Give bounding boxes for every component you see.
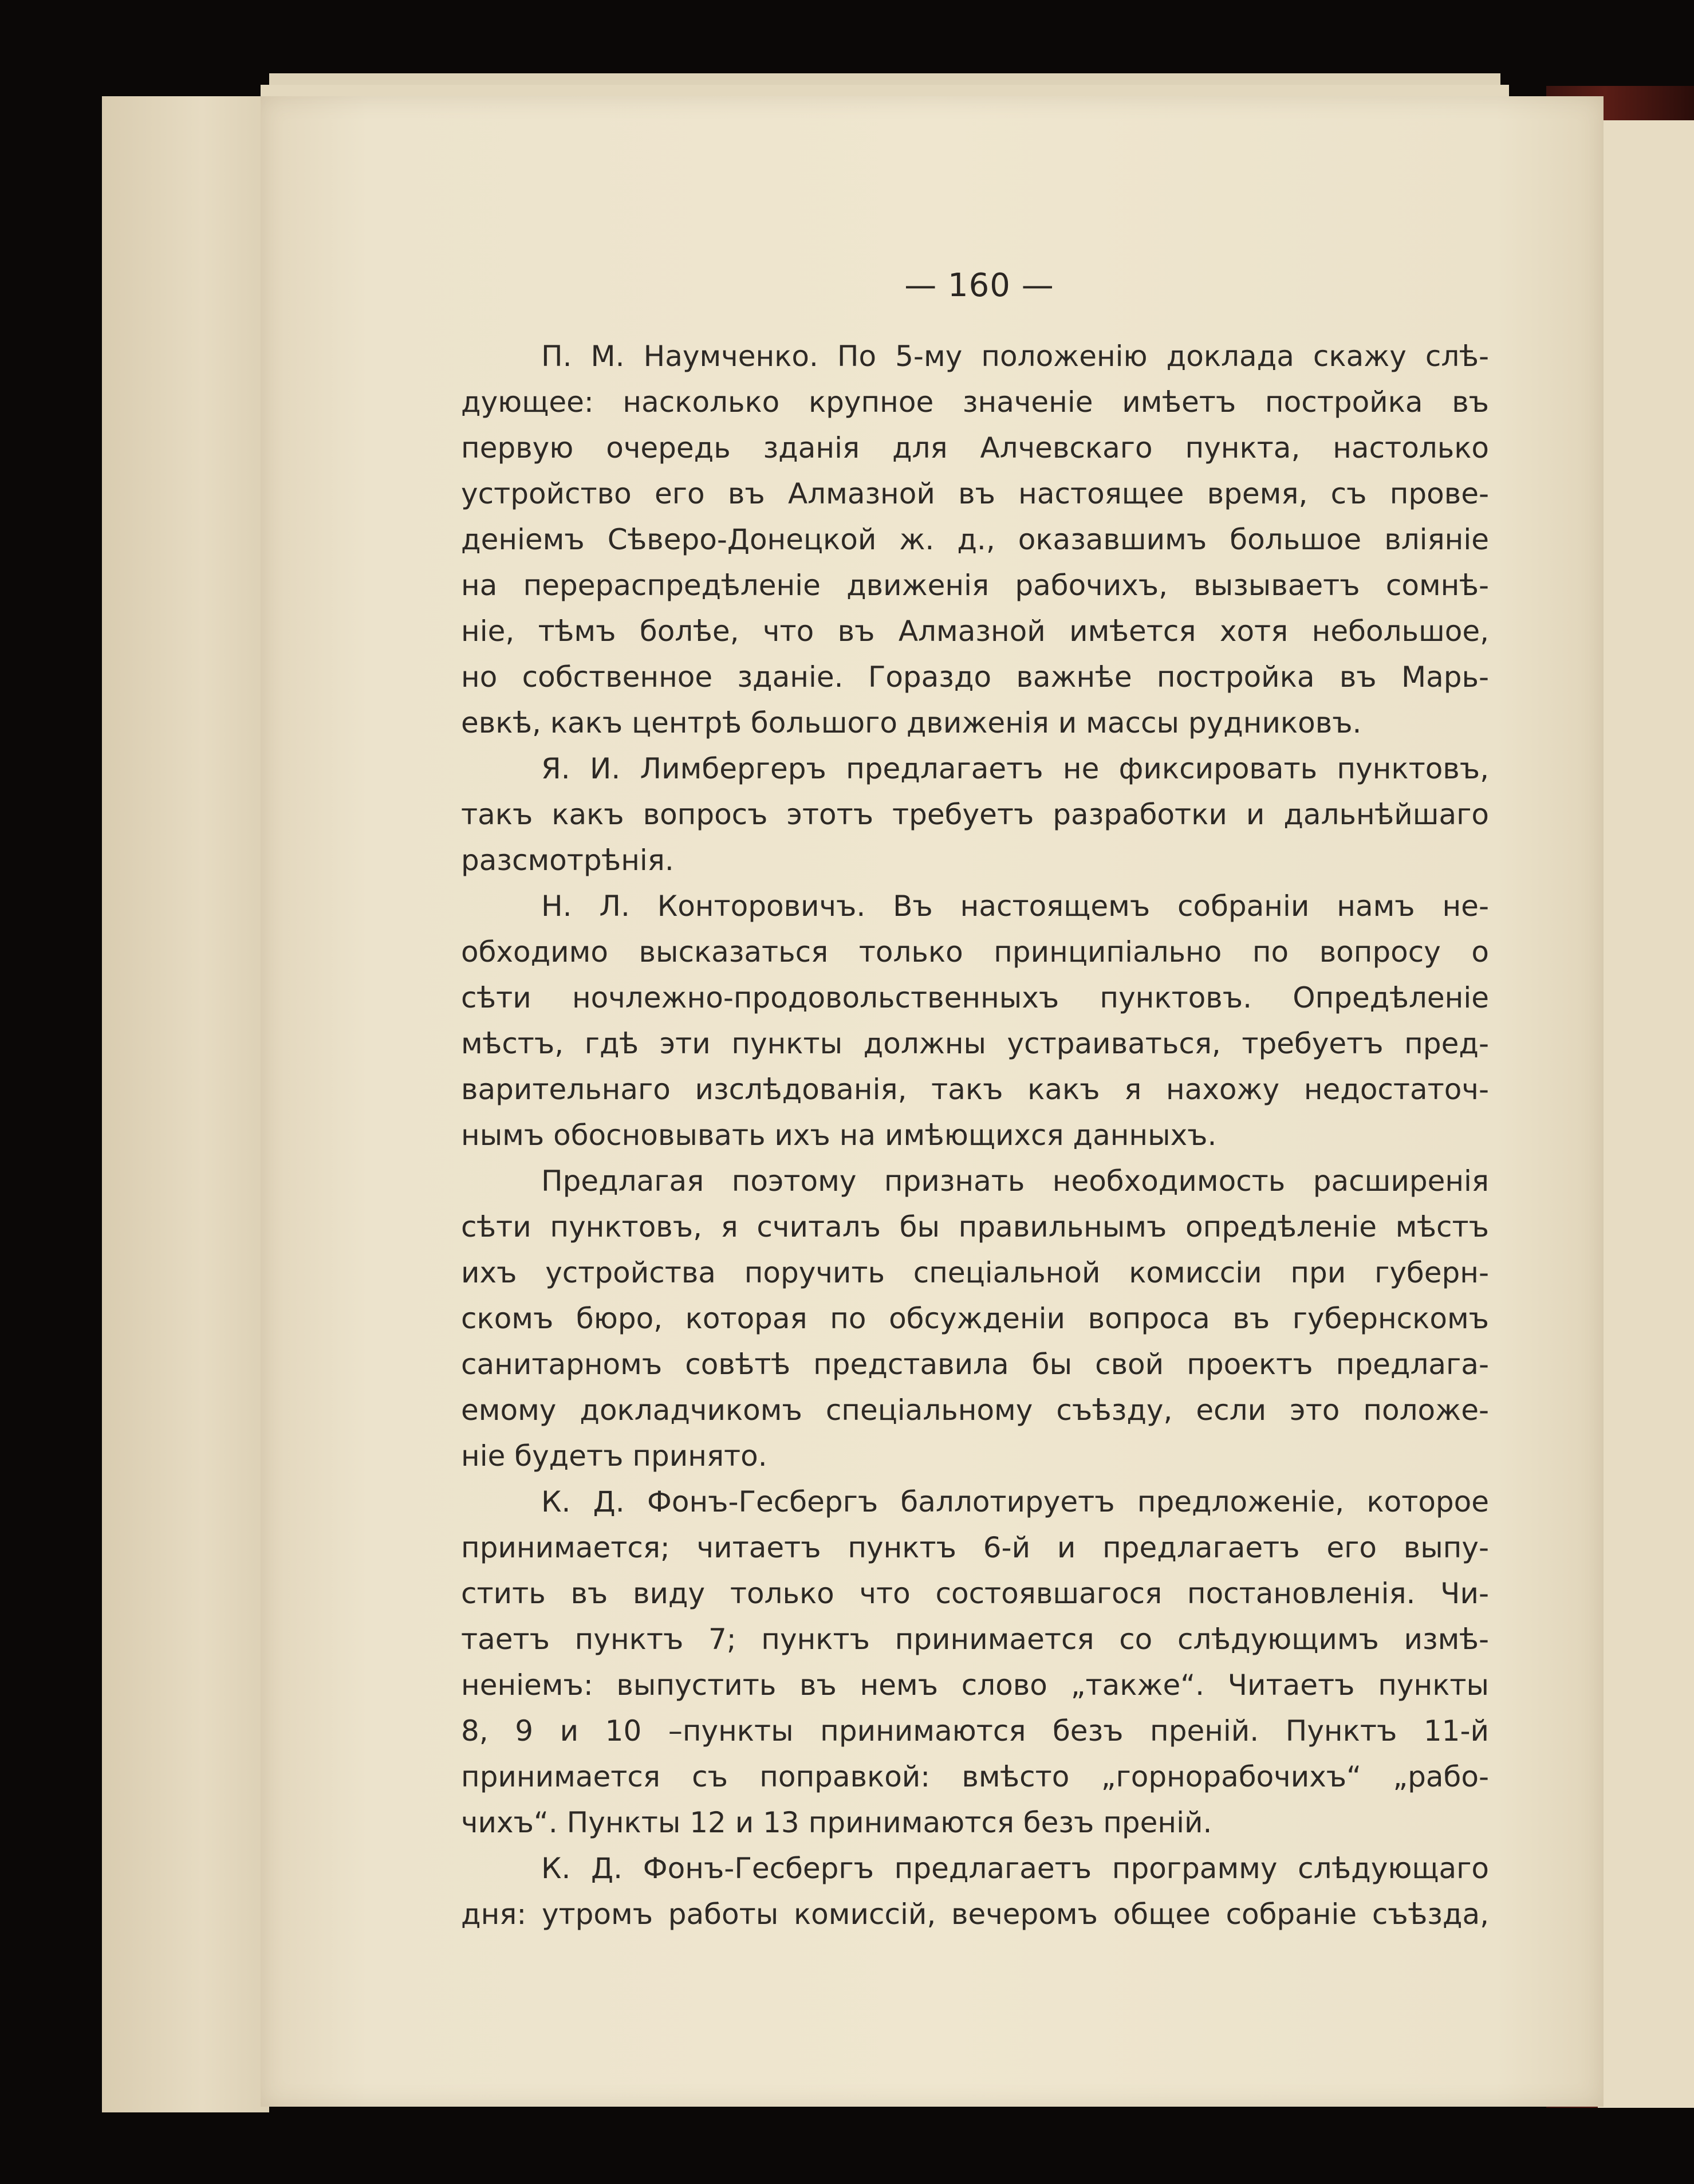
text-line: разсмотрѣнія. — [461, 844, 674, 877]
text-line: деніемъ Сѣверо-Донецкой ж. д., оказавшимъ большое вліяніе — [461, 523, 1489, 556]
text-line: Н. Л. Конторовичъ. Въ настоящемъ собраніи намъ не- — [541, 890, 1489, 923]
text-line: П. М. Наумченко. По 5-му положенію доклада скажу слѣ- — [541, 340, 1489, 373]
text-line: варительнаго изслѣдованія, такъ какъ я нахожу недостаточ- — [461, 1073, 1489, 1106]
text-line: сѣти ночлежно-продовольственныхъ пунктовъ. Опредѣленіе — [461, 981, 1489, 1014]
text-line: скомъ бюро, которая по обсужденіи вопроса въ губернскомъ — [461, 1302, 1489, 1335]
body-text — [461, 333, 1489, 1937]
text-line: сѣти пунктовъ, я считалъ бы правильнымъ опредѣленіе мѣстъ — [461, 1210, 1489, 1243]
text-line: мѣстъ, гдѣ эти пункты должны устраиваться, требуетъ пред- — [461, 1027, 1489, 1060]
text-line: первую очередь зданія для Алчевскаго пункта, настолько — [461, 431, 1489, 465]
text-line: Я. И. Лимбергеръ предлагаетъ не фиксировать пунктовъ, — [541, 752, 1489, 785]
text-line: санитарномъ совѣтѣ представила бы свой проектъ предлага- — [461, 1348, 1489, 1381]
text-line: устройство его въ Алмазной въ настоящее время, съ прове- — [461, 477, 1489, 510]
left-page-edge — [102, 96, 269, 2112]
text-line: неніемъ: выпустить въ немъ слово „также“. Читаетъ пункты — [461, 1669, 1489, 1702]
text-line: емому докладчикомъ спеціальному съѣзду, если это положе- — [461, 1394, 1489, 1427]
text-line: стить въ виду только что состоявшагося постановленія. Чи- — [461, 1577, 1489, 1610]
text-line: на перераспредѣленіе движенія рабочихъ, вызываетъ сомнѣ- — [461, 569, 1489, 602]
text-line: такъ какъ вопросъ этотъ требуетъ разработки и дальнѣйшаго — [461, 798, 1489, 831]
text-line: ніе будетъ принято. — [461, 1439, 767, 1473]
text-line: Предлагая поэтому признать необходимость расширенія — [541, 1164, 1489, 1198]
text-line: нымъ обосновывать ихъ на имѣющихся данныхъ. — [461, 1119, 1217, 1152]
text-line: ніе, тѣмъ болѣе, что въ Алмазной имѣется хотя небольшое, — [461, 615, 1489, 648]
text-line: принимается; читаетъ пунктъ 6-й и предлагаетъ его выпу- — [461, 1531, 1489, 1564]
text-line: таетъ пунктъ 7; пунктъ принимается со слѣдующимъ измѣ- — [461, 1623, 1489, 1656]
text-line: дня: утромъ работы комиссій, вечеромъ общее собраніе съѣзда, — [461, 1898, 1489, 1931]
text-line: К. Д. Фонъ-Гесбергъ предлагаетъ программу слѣдующаго — [541, 1852, 1489, 1885]
text-line: К. Д. Фонъ-Гесбергъ баллотируетъ предложеніе, которое — [541, 1485, 1489, 1518]
text-line: принимается съ поправкой: вмѣсто „горнорабочихъ“ „рабо- — [461, 1760, 1489, 1793]
page-number: — 160 — — [904, 267, 1054, 304]
text-line: дующее: насколько крупное значеніе имѣетъ постройка въ — [461, 385, 1489, 419]
text-line: ихъ устройства поручить спеціальной комиссіи при губерн- — [461, 1256, 1489, 1289]
text-line: обходимо высказаться только принципіально по вопросу о — [461, 935, 1489, 969]
underlying-page-edge — [1598, 120, 1694, 2108]
text-line: чихъ“. Пункты 12 и 13 принимаются безъ преній. — [461, 1806, 1212, 1839]
text-line: но собственное зданіе. Гораздо важнѣе постройка въ Марь- — [461, 660, 1489, 694]
text-line: 8, 9 и 10 –пункты принимаются безъ преній. Пунктъ 11-й — [461, 1714, 1489, 1748]
text-line: евкѣ, какъ центрѣ большого движенія и массы рудниковъ. — [461, 706, 1362, 739]
